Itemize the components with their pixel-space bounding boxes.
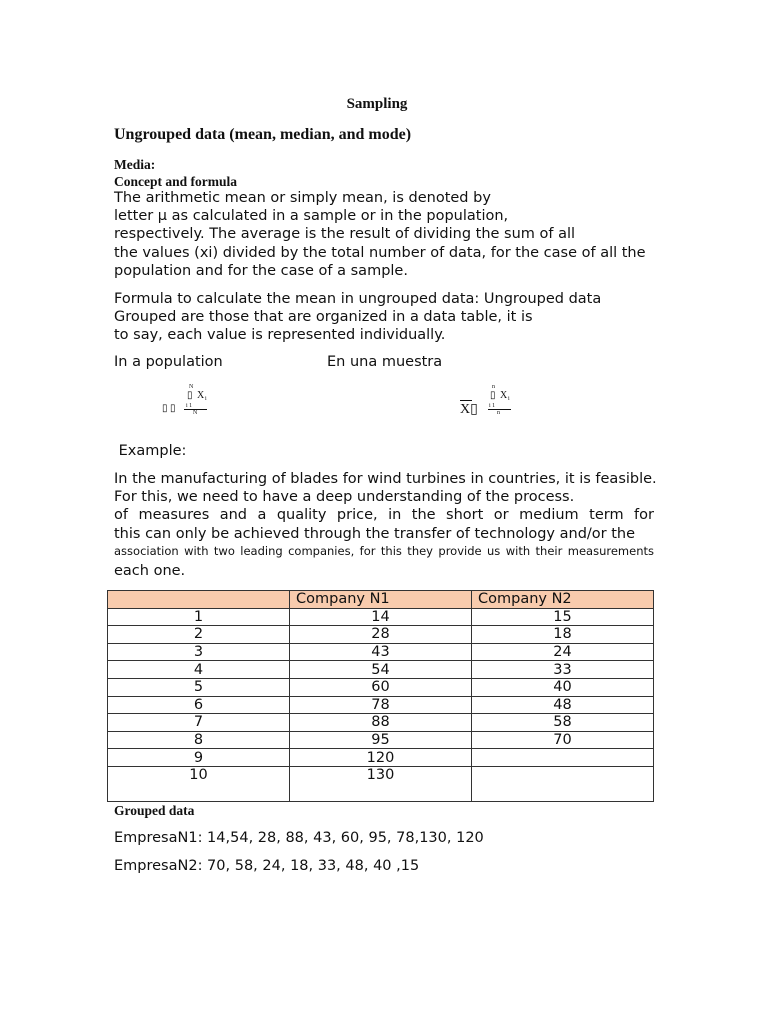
table-cell-index: 7 bbox=[108, 714, 290, 732]
section-heading: Ungrouped data (mean, median, and mode) bbox=[114, 126, 412, 143]
table-cell-company-n2: 40 bbox=[472, 678, 654, 696]
table-cell-company-n1: 88 bbox=[290, 714, 472, 732]
example-line: this can only be achieved through the transfer of technology and/or the bbox=[114, 525, 636, 542]
sample-mean-formula bbox=[460, 384, 520, 424]
table-cell-company-n2: 18 bbox=[472, 626, 654, 644]
formula-line: Grouped are those that are organized in a data table, it is bbox=[114, 309, 533, 326]
media-label: Media: bbox=[114, 157, 156, 172]
table-cell-company-n2 bbox=[472, 749, 654, 767]
sample-label: En una muestra bbox=[327, 354, 443, 370]
empresa-n1-values: EmpresaN1: 14,54, 28, 88, 43, 60, 95, 78,130, 120 bbox=[114, 830, 484, 846]
sum-symbol: ▯ bbox=[187, 390, 193, 401]
grouped-data-label: Grouped data bbox=[114, 803, 195, 818]
table-cell-company-n2: 48 bbox=[472, 696, 654, 714]
formula-upper-limit: N bbox=[189, 384, 194, 390]
table-cell-index: 5 bbox=[108, 678, 290, 696]
formula-lhs: X▯ bbox=[460, 402, 478, 417]
intro-paragraph bbox=[114, 189, 654, 280]
table-row bbox=[108, 766, 654, 801]
table-row bbox=[108, 661, 654, 679]
table-cell-company-n1: 130 bbox=[290, 766, 472, 801]
table-cell-index: 10 bbox=[108, 766, 290, 801]
table-header-row bbox=[108, 591, 654, 609]
formula-line: Formula to calculate the mean in ungrouped data: Ungrouped data bbox=[114, 291, 602, 307]
formula-subscript: i bbox=[508, 396, 510, 402]
table-cell-index: 6 bbox=[108, 696, 290, 714]
table-row bbox=[108, 714, 654, 732]
table-cell-company-n1: 43 bbox=[290, 643, 472, 661]
table-body bbox=[108, 608, 654, 801]
formula-variable: X bbox=[500, 390, 508, 401]
formula-denominator: n bbox=[497, 410, 500, 416]
table-cell-company-n1: 54 bbox=[290, 661, 472, 679]
intro-line: the values (xi) divided by the total number of data, for the case of all the bbox=[114, 244, 646, 261]
intro-line: population and for the case of a sample. bbox=[114, 262, 408, 279]
population-mean-formula bbox=[160, 384, 220, 424]
table-row bbox=[108, 731, 654, 749]
table-row bbox=[108, 643, 654, 661]
example-line: association with two leading companies, for this they provide us with their measurements bbox=[114, 543, 654, 558]
table-cell-index: 4 bbox=[108, 661, 290, 679]
table-row bbox=[108, 608, 654, 626]
table-cell-company-n1: 28 bbox=[290, 626, 472, 644]
example-line: each one. bbox=[114, 562, 186, 579]
table-cell-company-n2: 33 bbox=[472, 661, 654, 679]
table-cell-company-n1: 120 bbox=[290, 749, 472, 767]
table-cell-company-n2: 70 bbox=[472, 731, 654, 749]
example-line: of measures and a quality price, in the short or medium term for bbox=[114, 507, 654, 524]
table-cell-company-n1: 14 bbox=[290, 608, 472, 626]
intro-line: respectively. The average is the result of dividing the sum of all bbox=[114, 226, 576, 243]
table-row bbox=[108, 678, 654, 696]
table-row bbox=[108, 626, 654, 644]
example-line: In the manufacturing of blades for wind turbines in countries, it is feasible. bbox=[114, 471, 657, 487]
formula-variable: X bbox=[197, 390, 205, 401]
table-cell-company-n2: 58 bbox=[472, 714, 654, 732]
table-cell-index: 9 bbox=[108, 749, 290, 767]
table-header-cell bbox=[108, 591, 290, 609]
example-paragraph bbox=[114, 470, 657, 580]
table-cell-company-n2: 15 bbox=[472, 608, 654, 626]
example-line: For this, we need to have a deep understanding of the process. bbox=[114, 489, 575, 506]
sum-symbol: ▯ bbox=[490, 390, 496, 401]
example-label: Example: bbox=[114, 443, 187, 459]
table-cell-company-n1: 78 bbox=[290, 696, 472, 714]
table-cell-index: 1 bbox=[108, 608, 290, 626]
table-row bbox=[108, 749, 654, 767]
table-cell-company-n1: 95 bbox=[290, 731, 472, 749]
table-cell-company-n2: 24 bbox=[472, 643, 654, 661]
table-cell-company-n2 bbox=[472, 766, 654, 801]
population-label: In a population bbox=[114, 354, 223, 370]
table-cell-index: 8 bbox=[108, 731, 290, 749]
page-title: Sampling bbox=[346, 96, 408, 112]
table-header-company-n1: Company N1 bbox=[290, 591, 472, 609]
table-cell-company-n1: 60 bbox=[290, 678, 472, 696]
intro-line: letter μ as calculated in a sample or in the population, bbox=[114, 208, 509, 225]
intro-line: The arithmetic mean or simply mean, is denoted by bbox=[114, 190, 491, 206]
formula-subscript: i bbox=[205, 396, 207, 402]
formula-lower-limit: i 1 bbox=[186, 403, 193, 409]
formula-denominator: N bbox=[193, 410, 198, 416]
table-header-company-n2: Company N2 bbox=[472, 591, 654, 609]
empresa-n2-values: EmpresaN2: 70, 58, 24, 18, 33, 48, 40 ,15 bbox=[114, 858, 420, 874]
table-cell-index: 2 bbox=[108, 626, 290, 644]
table-row bbox=[108, 696, 654, 714]
measurements-table bbox=[107, 590, 654, 802]
concept-label: Concept and formula bbox=[114, 174, 238, 189]
formula-upper-limit: n bbox=[492, 384, 495, 390]
formula-paragraph bbox=[114, 290, 654, 345]
formula-line: to say, each value is represented individually. bbox=[114, 327, 446, 344]
formula-lower-limit: i 1 bbox=[489, 403, 496, 409]
table-cell-index: 3 bbox=[108, 643, 290, 661]
formula-lhs: ▯ ▯ bbox=[162, 403, 176, 414]
